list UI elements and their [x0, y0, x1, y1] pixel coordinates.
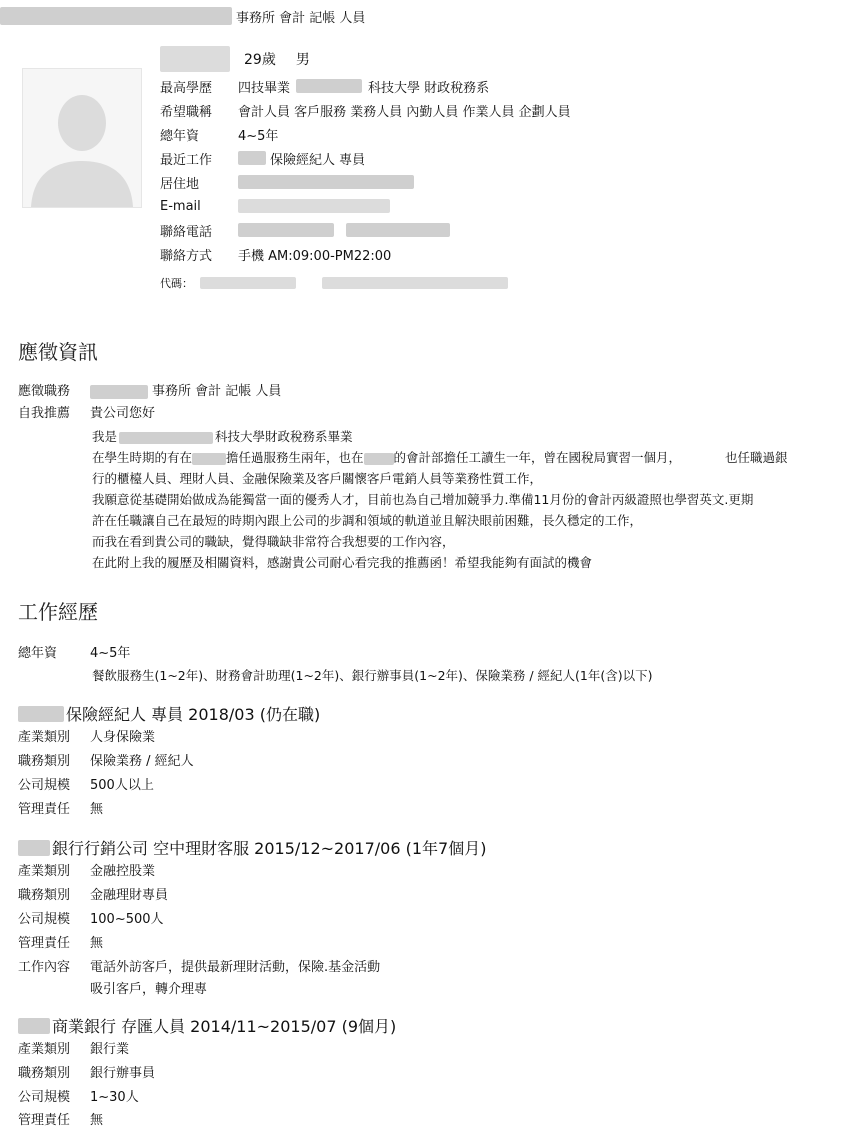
job-detail-row: [18, 934, 103, 954]
redacted-code-1: [200, 277, 296, 289]
detail-label: 產業類別: [18, 1042, 71, 1057]
redacted-name: [160, 46, 230, 72]
redacted-employer: [364, 453, 394, 465]
detail-label: 管理責任: [18, 936, 71, 951]
detail-label: 職務類別: [18, 1066, 71, 1081]
job-title: [18, 1014, 396, 1037]
contact-method-row: [160, 242, 850, 266]
redacted-company: [90, 385, 148, 399]
contact-method-value: 手機 AM:09:00-PM22:00: [238, 248, 392, 264]
code-label: 代碼：: [160, 277, 193, 290]
job-title: [18, 836, 486, 859]
job-content-line: 吸引客戶，轉介理專: [90, 982, 208, 997]
total-experience-value: 4~5年: [90, 646, 131, 661]
residence-row: [160, 170, 850, 194]
job-title-text: 商業銀行 存匯人員 2014/11~2015/07 (9個月): [52, 1017, 397, 1036]
job-title: [18, 702, 320, 725]
document-header: [0, 6, 365, 26]
redacted-residence: [238, 175, 414, 189]
applied-position-value: 事務所 會計 記帳 人員: [152, 384, 282, 399]
code-row: [160, 274, 850, 292]
redacted-employer: [192, 453, 226, 465]
redacted-phone-1: [238, 223, 334, 237]
applied-position-row: [18, 382, 281, 402]
letter-text: 也任職過銀: [725, 450, 788, 465]
total-experience-label: 總年資: [160, 128, 200, 144]
cover-letter: [92, 426, 852, 573]
gender: 男: [295, 52, 310, 68]
detail-label: 公司規模: [18, 778, 71, 793]
detail-label: 管理責任: [18, 1113, 71, 1128]
detail-value: 金融控股業: [90, 864, 156, 879]
job-detail-row: [18, 728, 155, 748]
redacted-school: [296, 79, 362, 93]
detail-value: 無: [90, 1113, 104, 1128]
job-detail-row: [18, 1064, 155, 1084]
person-silhouette-icon: [23, 69, 141, 207]
redacted-email: [238, 199, 390, 213]
letter-line: [92, 447, 852, 468]
redacted-phone-2: [346, 223, 450, 237]
letter-line: 在此附上我的履歷及相關資料，感謝貴公司耐心看完我的推薦函！希望我能夠有面試的機會: [92, 555, 593, 570]
job-detail-row: [18, 958, 380, 978]
experience-summary: 餐飲服務生(1~2年)、財務會計助理(1~2年)、銀行辦事員(1~2年)、保險業務 / 經紀人(1年(含)以下): [92, 668, 653, 683]
letter-line: 我願意從基礎開始做成為能獨當一面的優秀人才，目前也為自己增加競爭力.準備11月份的會計丙級證照也學習英文.更期: [92, 492, 754, 507]
desired-title-value: 會計人員 客戶服務 業務人員 內勤人員 作業人員 企劃人員: [238, 104, 571, 120]
detail-value: 1~30人: [90, 1090, 139, 1105]
detail-value: 無: [90, 802, 104, 817]
detail-label: 管理責任: [18, 802, 71, 817]
email-label: E-mail: [160, 198, 201, 214]
letter-text: 科技大學財政稅務系畢業: [215, 429, 353, 444]
application-section-title: 應徵資訊: [18, 340, 98, 364]
recent-job-value: 保險經紀人 專員: [270, 152, 366, 168]
detail-value: 銀行辦事員: [90, 1066, 156, 1081]
desired-title-label: 希望職稱: [160, 104, 213, 120]
job-detail-row: [18, 800, 103, 820]
letter-text: 擔任過服務生兩年，也在: [226, 450, 364, 465]
avatar: [22, 68, 142, 208]
total-experience-row: [160, 122, 850, 146]
header-title: 事務所 會計 記帳 人員: [236, 10, 366, 26]
applied-position-label: 應徵職務: [18, 384, 71, 399]
detail-label: 產業類別: [18, 864, 71, 879]
total-experience-row: [18, 644, 130, 664]
experience-section-title: 工作經歷: [18, 600, 98, 624]
detail-value: 人身保險業: [90, 730, 156, 745]
detail-label: 產業類別: [18, 730, 71, 745]
phone-label: 聯絡電話: [160, 224, 213, 240]
redacted-company: [18, 706, 64, 722]
recent-job-row: [160, 146, 850, 170]
detail-label: 職務類別: [18, 888, 71, 903]
detail-label: 公司規模: [18, 912, 71, 927]
detail-value: 無: [90, 936, 104, 951]
total-experience-label: 總年資: [18, 646, 58, 661]
detail-label: 公司規模: [18, 1090, 71, 1105]
redacted-school: [119, 432, 213, 444]
self-recommend-row: [18, 404, 155, 424]
redacted-code-2: [322, 277, 508, 289]
job-detail-row: [18, 1088, 139, 1108]
email-row: [160, 194, 850, 218]
profile-summary: [160, 44, 850, 292]
job-detail-row: [18, 776, 154, 796]
letter-text: 的會計部擔任工讀生一年，曾在國稅局實習一個月，: [393, 450, 682, 465]
job-detail-row: [18, 752, 194, 772]
job-detail-row: [18, 1111, 103, 1131]
detail-label: 工作內容: [18, 960, 71, 975]
name-row: [160, 44, 850, 74]
detail-value: 保險業務 / 經紀人: [90, 754, 194, 769]
redacted-company: [18, 1018, 50, 1034]
detail-label: 職務類別: [18, 754, 71, 769]
detail-value: 銀行業: [90, 1042, 130, 1057]
job-title-text: 保險經紀人 專員 2018/03 (仍在職): [66, 705, 321, 724]
letter-text: 在學生時期的有在: [92, 450, 193, 465]
job-detail-row: [18, 886, 168, 906]
redacted-company: [18, 840, 50, 856]
self-recommend-label: 自我推薦: [18, 406, 71, 421]
phone-row: [160, 218, 850, 242]
contact-method-label: 聯絡方式: [160, 248, 213, 264]
age: 29歲: [244, 52, 276, 68]
residence-label: 居住地: [160, 176, 200, 192]
recent-job-label: 最近工作: [160, 152, 213, 168]
education-school: 科技大學 財政稅務系: [368, 80, 490, 96]
letter-line: [92, 426, 852, 447]
education-degree: 四技畢業: [238, 80, 291, 96]
redacted-company: [238, 151, 266, 165]
letter-text: 我是: [92, 429, 118, 444]
letter-line: 許在任職讓自己在最短的時期內跟上公司的步調和領域的軌道並且解決眼前困難，長久穩定的工作，: [92, 513, 643, 528]
education-label: 最高學歷: [160, 80, 213, 96]
letter-greeting: 貴公司您好: [90, 406, 156, 421]
job-detail-row: [18, 910, 164, 930]
job-detail-row: [18, 1040, 129, 1060]
detail-value: 電話外訪客戶，提供最新理財活動，保險.基金活動: [90, 960, 381, 975]
letter-line: 行的櫃檯人員、理財人員、金融保險業及客戶關懷客戶電銷人員等業務性質工作，: [92, 471, 543, 486]
total-experience-value: 4~5年: [238, 128, 279, 144]
education-row: [160, 74, 850, 98]
desired-title-row: [160, 98, 850, 122]
detail-value: 金融理財專員: [90, 888, 169, 903]
detail-value: 100~500人: [90, 912, 164, 927]
redacted-company-name: [0, 7, 232, 25]
letter-line: 而我在看到貴公司的職缺，覺得職缺非常符合我想要的工作內容，: [92, 534, 455, 549]
detail-value: 500人以上: [90, 778, 154, 793]
job-detail-row: [18, 862, 155, 882]
job-title-text: 銀行行銷公司 空中理財客服 2015/12~2017/06 (1年7個月): [52, 839, 487, 858]
